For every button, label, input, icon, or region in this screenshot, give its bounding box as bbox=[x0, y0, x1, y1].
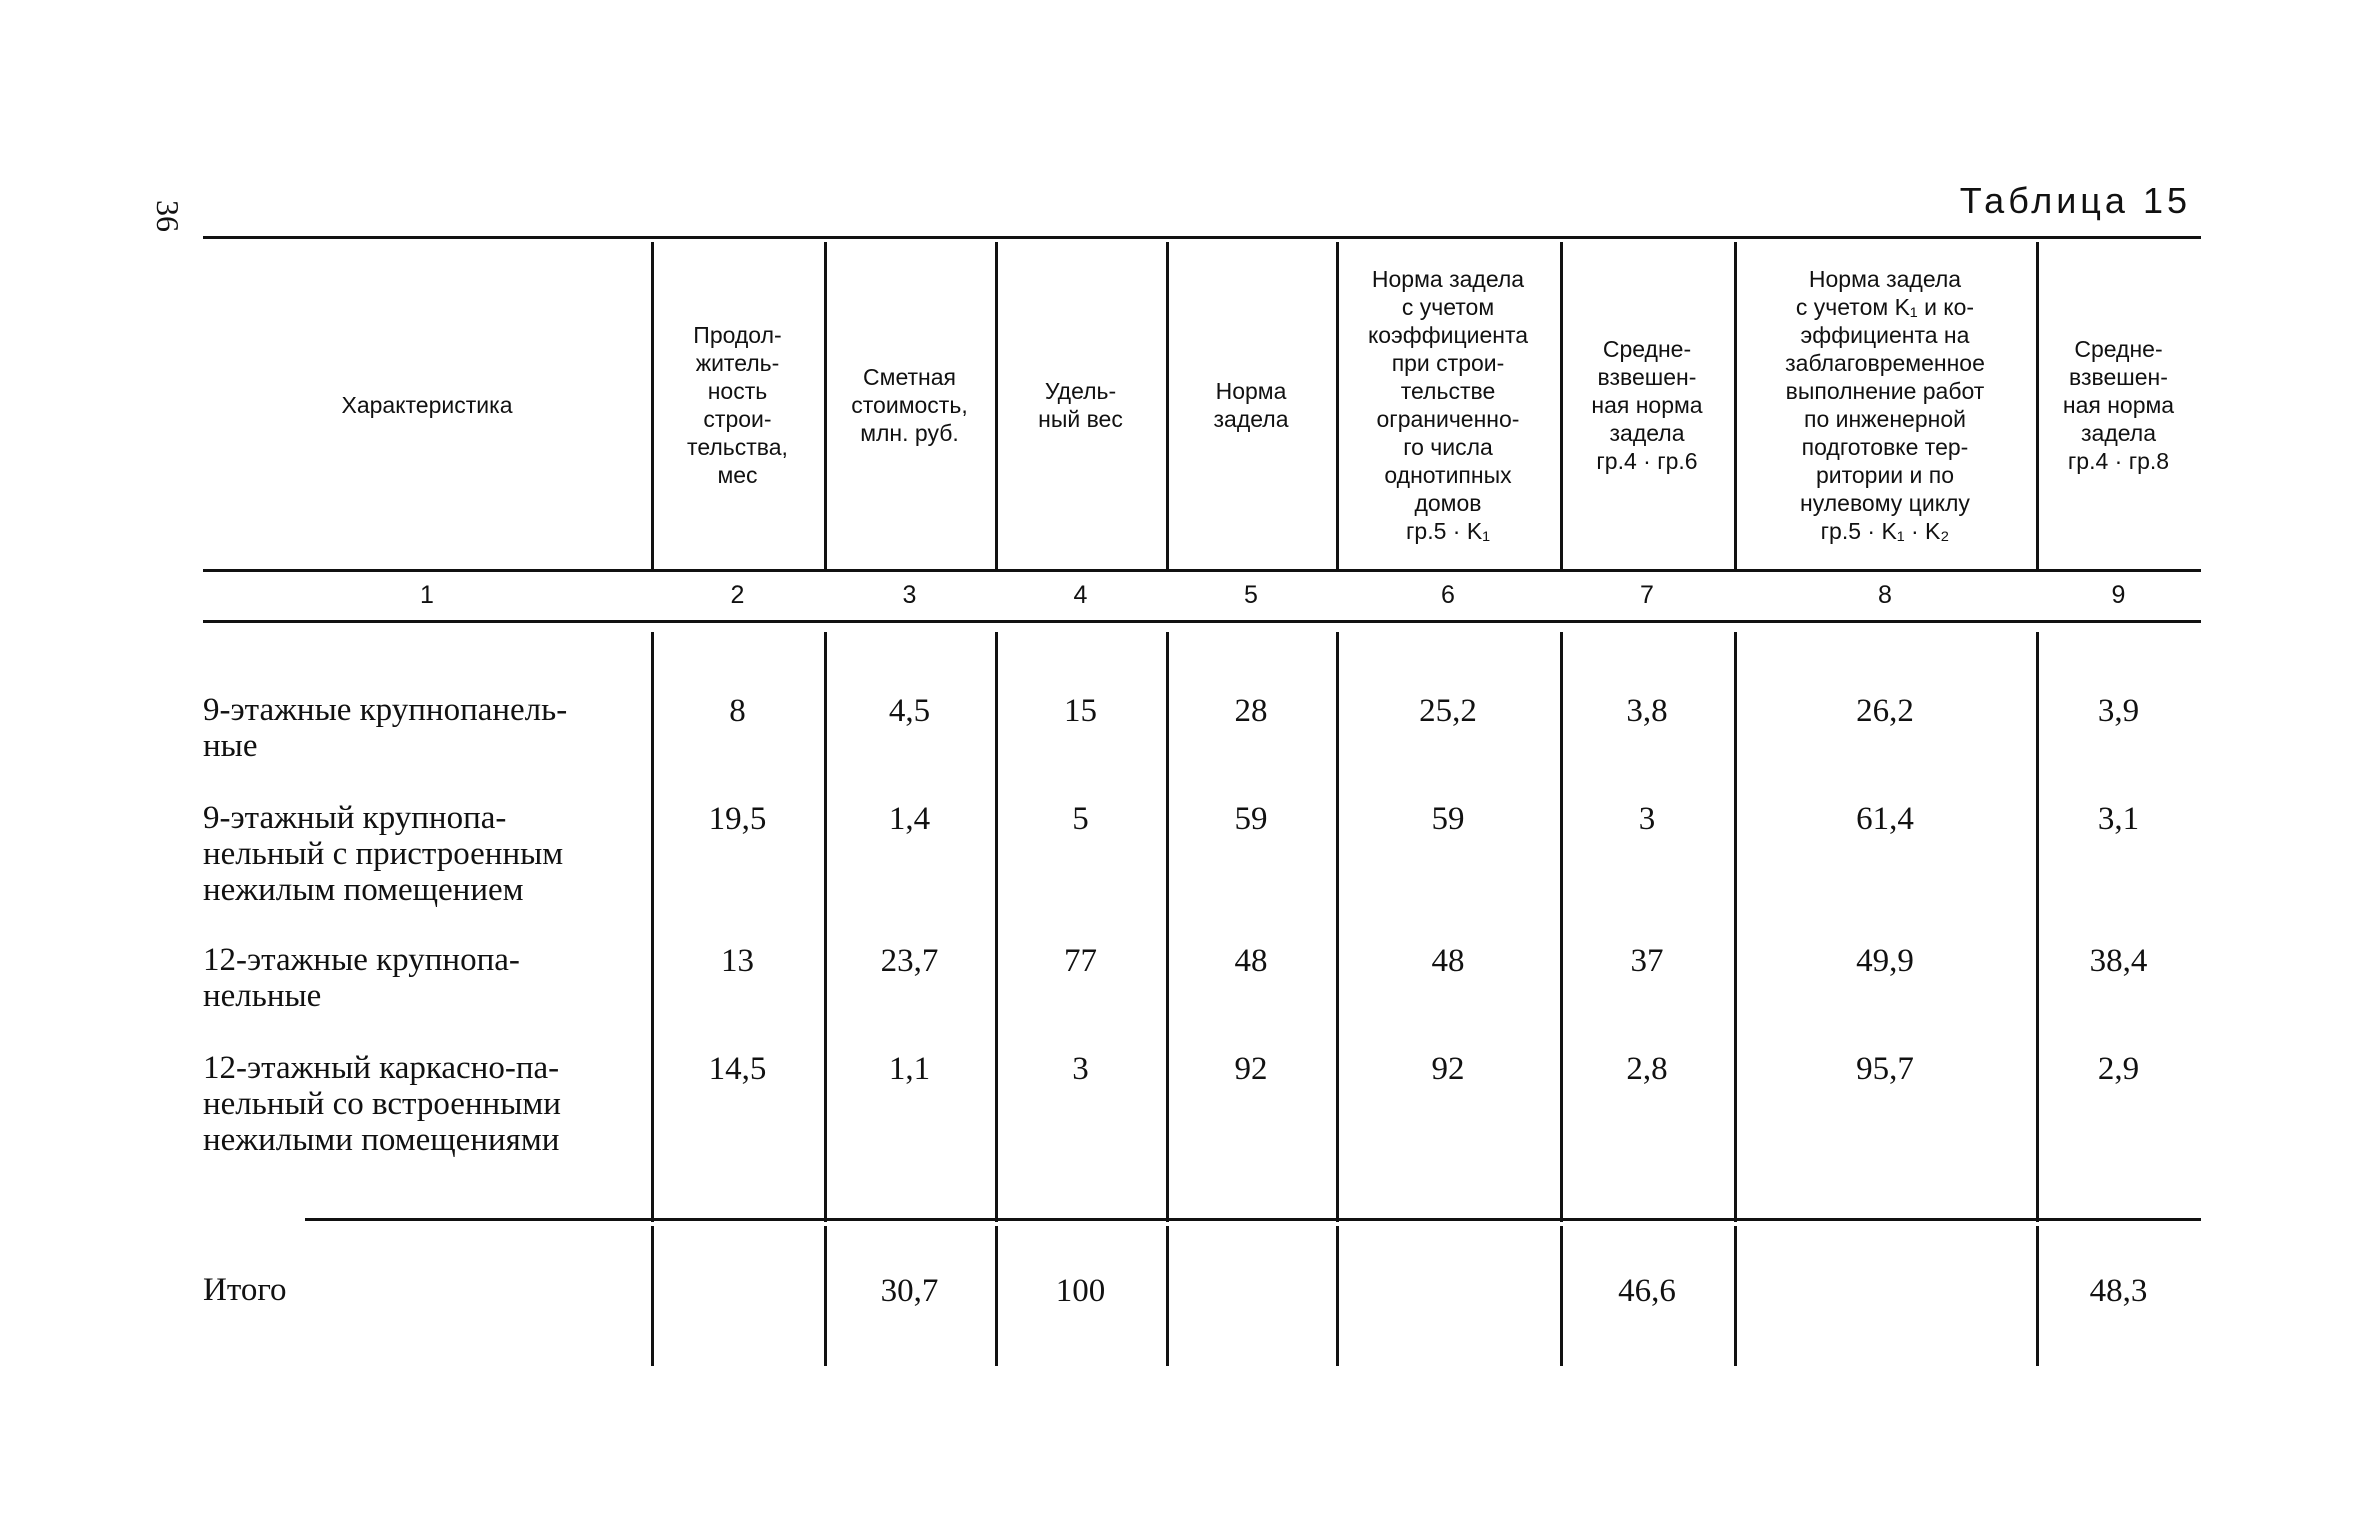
table-cell: 59 bbox=[1431, 801, 1465, 837]
table-cell: 15 bbox=[1064, 693, 1097, 729]
table-cell: 3,8 bbox=[1626, 693, 1668, 729]
column-divider bbox=[651, 1226, 654, 1366]
column-divider bbox=[1336, 1226, 1339, 1366]
header-cell-9: Средне- взвешен- ная норма задела гр.4 · гр.8 bbox=[2062, 336, 2175, 474]
table-cell: 4,5 bbox=[888, 693, 931, 729]
table-cell: 2,8 bbox=[1626, 1051, 1668, 1087]
header-cell-6: Норма задела с учетом коэффициента при строи- тельстве ограниченно- го числа однотипных домов гр.5 · K₁ bbox=[1367, 266, 1529, 544]
table-cell: 48 bbox=[1234, 943, 1268, 979]
row-label: 12-этажный каркасно-па- нельный со встроенными нежилыми помещениями bbox=[203, 1050, 561, 1158]
column-numbers-rule bbox=[203, 620, 2201, 623]
header-cell-7: Средне- взвешен- ная норма задела гр.4 · гр.6 bbox=[1591, 336, 1703, 474]
header-bottom-rule bbox=[203, 569, 2201, 572]
table-top-rule bbox=[203, 236, 2201, 239]
total-cell: 48,3 bbox=[2089, 1273, 2148, 1309]
header-cell-8: Норма задела с учетом K₁ и ко- эффициента на заблаговременное выполнение работ по инженерной подготовке тер- ритории и по нулевому циклу гр.5 · K₁ · K₂ bbox=[1785, 266, 1985, 544]
table-cell: 14,5 bbox=[708, 1051, 767, 1087]
column-divider bbox=[1166, 1226, 1169, 1366]
column-divider bbox=[2036, 242, 2039, 572]
column-divider bbox=[824, 242, 827, 572]
table-cell: 95,7 bbox=[1856, 1051, 1914, 1087]
table-cell: 92 bbox=[1431, 1051, 1465, 1087]
column-divider bbox=[1734, 242, 1737, 572]
header-cell-2: Продол- житель- ность строи- тельства, мес bbox=[687, 322, 788, 488]
table-cell: 92 bbox=[1234, 1051, 1268, 1087]
table-cell: 49,9 bbox=[1856, 943, 1914, 979]
row-label: 9-этажные крупнопанель- ные bbox=[203, 692, 568, 764]
table-title: Таблица 15 bbox=[1959, 180, 2191, 221]
table-cell: 61,4 bbox=[1856, 801, 1914, 837]
column-number-9: 9 bbox=[2111, 581, 2126, 609]
column-number-7: 7 bbox=[1640, 581, 1654, 609]
total-label: Итого bbox=[203, 1272, 287, 1308]
table-cell: 26,2 bbox=[1856, 693, 1914, 729]
table-cell: 2,9 bbox=[2097, 1051, 2140, 1087]
table-cell: 3 bbox=[1072, 1051, 1089, 1087]
total-cell: 46,6 bbox=[1618, 1273, 1676, 1309]
column-number-8: 8 bbox=[1878, 581, 1892, 609]
header-cell-5: Норма задела bbox=[1213, 378, 1289, 432]
column-number-3: 3 bbox=[902, 581, 917, 609]
column-divider bbox=[1166, 242, 1169, 572]
table-cell: 38,4 bbox=[2089, 943, 2148, 979]
table-cell: 19,5 bbox=[708, 801, 767, 837]
table-cell: 48 bbox=[1431, 943, 1465, 979]
table-cell: 8 bbox=[729, 693, 746, 729]
column-number-6: 6 bbox=[1441, 581, 1455, 609]
table-cell: 25,2 bbox=[1419, 693, 1477, 729]
column-divider bbox=[1560, 242, 1563, 572]
table-cell: 3,9 bbox=[2097, 693, 2140, 729]
total-cell: 30,7 bbox=[880, 1273, 939, 1309]
header-cell-4: Удель- ный вес bbox=[1038, 378, 1123, 432]
table-cell: 59 bbox=[1234, 801, 1268, 837]
table-cell: 77 bbox=[1064, 943, 1097, 979]
table-cell: 28 bbox=[1234, 693, 1268, 729]
page-number: 36 bbox=[150, 200, 186, 232]
table-cell: 23,7 bbox=[880, 943, 939, 979]
table-cell: 3 bbox=[1638, 801, 1656, 837]
header-cell-3: Сметная стоимость, млн. руб. bbox=[851, 364, 968, 446]
column-number-1: 1 bbox=[420, 581, 434, 609]
table-cell: 13 bbox=[721, 943, 754, 979]
total-separator-rule bbox=[305, 1218, 2201, 1221]
column-number-5: 5 bbox=[1244, 581, 1258, 609]
table-cell: 5 bbox=[1072, 801, 1089, 837]
total-cell: 100 bbox=[1055, 1273, 1106, 1309]
table-cell: 1,1 bbox=[888, 1051, 931, 1087]
row-label: 9-этажный крупнопа- нельный с пристроенным нежилым помещением bbox=[203, 800, 564, 908]
table-cell: 37 bbox=[1630, 943, 1664, 979]
header-cell-1: Характеристика bbox=[341, 392, 513, 418]
column-divider bbox=[995, 242, 998, 572]
table-cell: 1,4 bbox=[888, 801, 931, 837]
row-label: 12-этажные крупнопа- нельные bbox=[203, 942, 520, 1014]
column-number-4: 4 bbox=[1073, 581, 1088, 609]
column-number-2: 2 bbox=[730, 581, 745, 609]
column-divider bbox=[1734, 1226, 1737, 1366]
table-cell: 3,1 bbox=[2097, 801, 2140, 837]
column-divider bbox=[651, 242, 654, 572]
column-divider bbox=[1336, 242, 1339, 572]
